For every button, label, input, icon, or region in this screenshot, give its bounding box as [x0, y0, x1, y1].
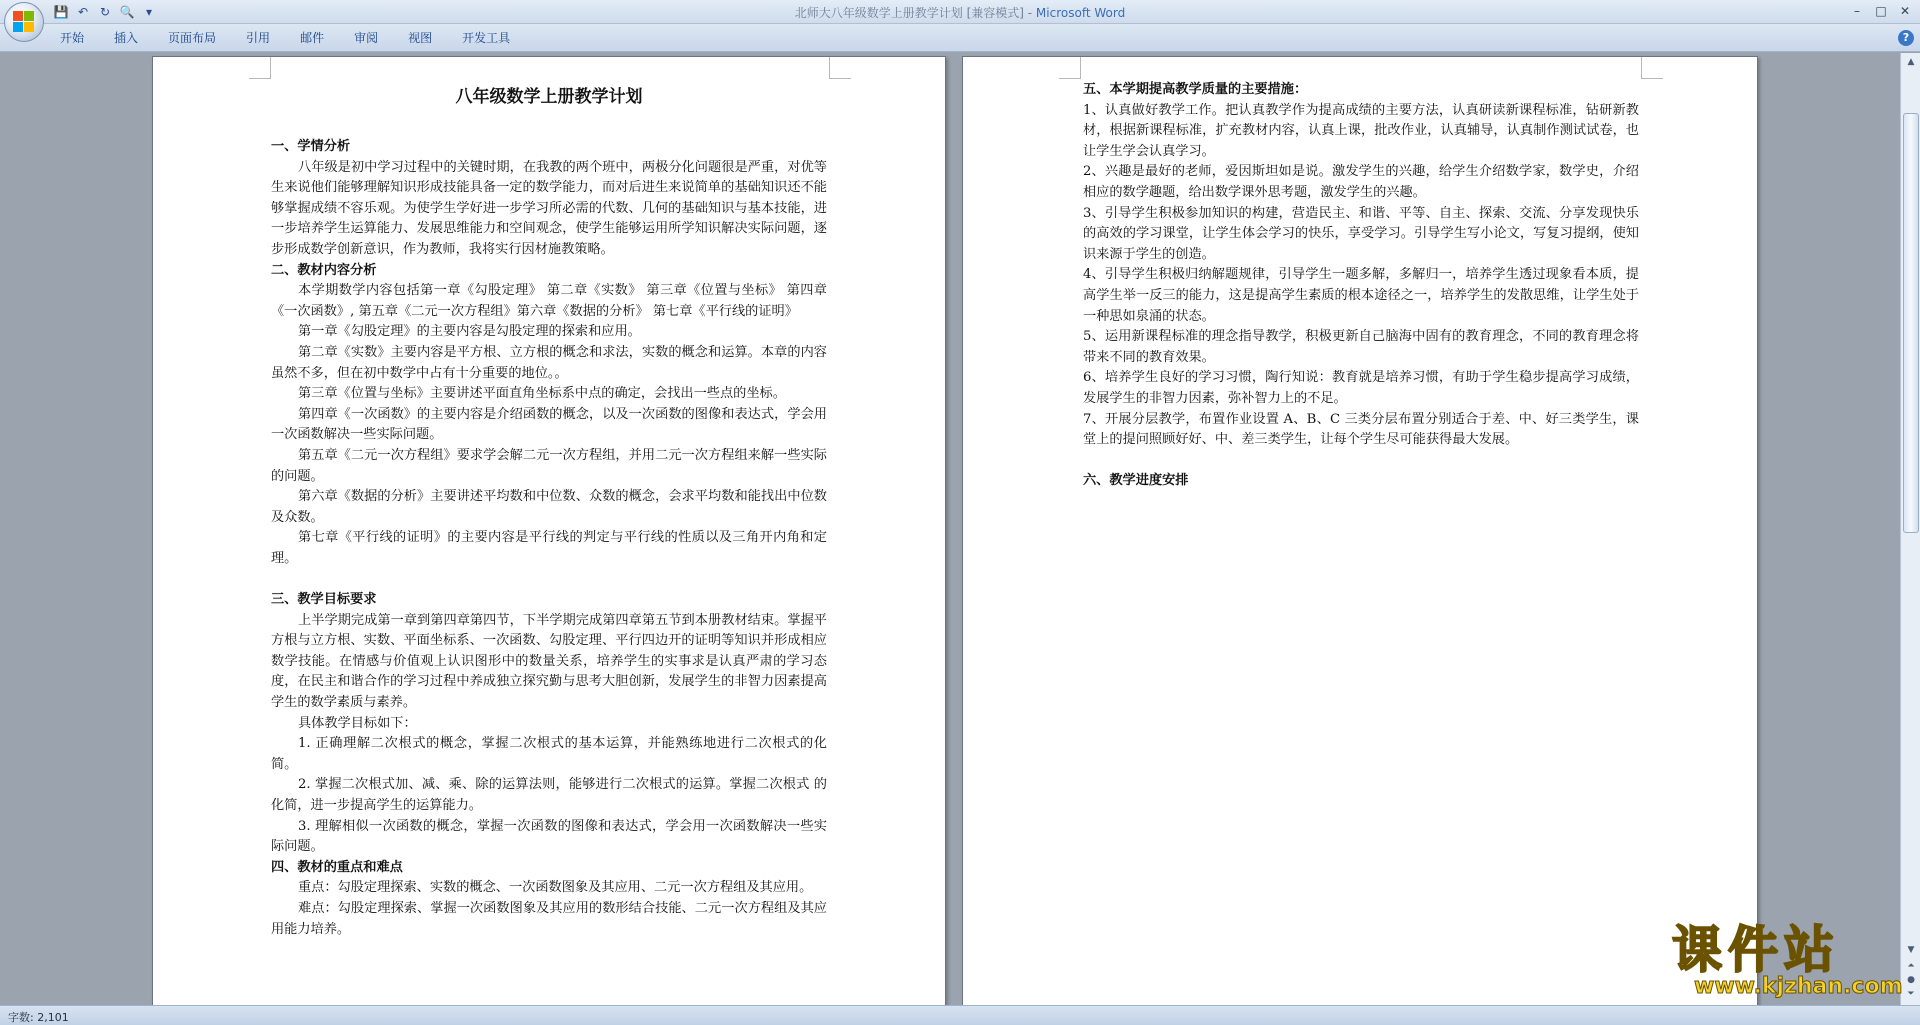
margin-corner-mark	[1059, 57, 1081, 79]
paragraph: 3. 理解相似一次函数的概念，掌握一次函数的图像和表达式，学会用一次函数解决一些实际问题。	[271, 818, 827, 855]
paragraph: 重点：勾股定理探索、实数的概念、一次函数图象及其应用、二元一次方程组及其应用。	[298, 880, 813, 896]
paragraph: 八年级是初中学习过程中的关键时期，在我教的两个班中，两极分化问题很是严重，对优等生来说他们能够理解知识形成技能具备一定的数学能力，而对后进生来说简单的基础知识还不能够掌握成绩不容乐观。为使学生学好进一步学习所必需的代数、几何的基础知识与基本技能，进一步培养学生运算能力、发展思维能力和空间观念，使学生能够运用所学知识解决实际问题，逐步形成数学创新意识，作为教师，我将实行因材施教策略。	[271, 159, 827, 257]
paragraph: 5、运用新课程标准的理念指导教学，积极更新自己脑海中固有的教育理念，不同的教育理念将带来不同的教育效果。	[1083, 329, 1639, 365]
paragraph: 1. 正确理解二次根式的概念，掌握二次根式的基本运算，并能熟练地进行二次根式的化简。	[271, 736, 827, 772]
vertical-scrollbar[interactable]	[1900, 53, 1920, 1005]
margin-corner-mark	[829, 57, 851, 79]
app-name: Microsoft Word	[1035, 6, 1126, 20]
watermark-logo	[1666, 922, 1906, 1004]
select-browse-object-icon[interactable]: ●	[1907, 975, 1915, 985]
save-icon[interactable]: 💾	[53, 5, 69, 19]
page-1[interactable]	[152, 56, 946, 1006]
paragraph: 6、培养学生良好的学习习惯，陶行知说：教育就是培养习惯，有助于学生稳步提高学习成绩，发展学生的非智力因素，弥补智力上的不足。	[1083, 370, 1639, 406]
previous-page-icon[interactable]: ⏶	[1907, 961, 1915, 971]
maximize-button[interactable]: □	[1875, 4, 1887, 18]
tab-insert[interactable]: 插入	[114, 31, 139, 45]
scroll-down-icon[interactable]: ▼	[1907, 945, 1915, 955]
help-icon[interactable]: ?	[1898, 30, 1914, 46]
print-preview-icon[interactable]: 🔍	[119, 5, 135, 19]
paragraph: 难点：勾股定理探索、掌握一次函数图象及其应用的数形结合技能、二元一次方程组及其应用能力培养。	[271, 900, 827, 937]
paragraph: 具体教学目标如下：	[298, 715, 417, 731]
paragraph: 7、开展分层教学，布置作业设置 A、B、C 三类分层布置分别适合于差、中、好三类学生，课堂上的提问照顾好好、中、差三类学生，让每个学生尽可能获得最大发展。	[1083, 411, 1639, 448]
paragraph: 第二章《实数》主要内容是平方根、立方根的概念和求法，实数的概念和运算。本章的内容虽然不多，但在初中数学中占有十分重要的地位。。	[271, 344, 827, 381]
section-heading: 三、教学目标要求	[271, 592, 377, 608]
paragraph: 3、引导学生积极参加知识的构建，营造民主、和谐、平等、自主、探索、交流、分享发现快乐的高效的学习课堂，让学生体会学习的快乐，享受学习。引导学生写小论文，写复习提纲，使知识来源于学生的创造。	[1083, 205, 1639, 262]
scroll-up-icon[interactable]: ▲	[1907, 57, 1915, 67]
paragraph: 上半学期完成第一章到第四章第四节，下半学期完成第四章第五节到本册教材结束。掌握平方根与立方根、实数、平面坐标系、一次函数、勾股定理、平行四边开的证明等知识并形成相应数学技能。在情感与价值观上认识图形中的数量关系，培养学生的实事求是认真严肃的学习态度，在民主和谐合作的学习过程中养成独立探究勤与思考大胆创新，发展学生的非智力因素提高学生的数学素质与素养。	[271, 612, 827, 711]
paragraph: 第三章《位置与坐标》主要讲述平面直角坐标系中点的确定，会找出一些点的坐标。	[298, 386, 786, 402]
blank-line	[1083, 451, 1639, 472]
document-name: 北师大八年级数学上册教学计划 [兼容模式] -	[794, 6, 1036, 20]
tab-view[interactable]: 视图	[408, 31, 433, 45]
ribbon-tabs	[60, 29, 510, 46]
tab-home[interactable]: 开始	[60, 31, 85, 45]
document-area[interactable]	[0, 53, 1900, 1005]
paragraph: 第五章《二元一次方程组》要求学会解二元一次方程组，并用二元一次方程组来解一些实际的问题。	[271, 447, 827, 484]
paragraph: 本学期数学内容包括第一章《勾股定理》 第二章《实数》 第三章《位置与坐标》 第四章《一次函数》, 第五章《二元一次方程组》第六章《数据的分析》 第七章《平行线的证明》	[271, 283, 827, 319]
paragraph: 第一章《勾股定理》的主要内容是勾股定理的探索和应用。	[298, 324, 641, 340]
section-heading: 一、学情分析	[271, 139, 351, 154]
word-count[interactable]: 字数: 2,101	[8, 1011, 69, 1024]
document-title: 八年级数学上册教学计划	[455, 87, 643, 107]
customize-toolbar-icon[interactable]: ▾	[145, 5, 153, 19]
undo-icon[interactable]: ↶	[77, 5, 89, 19]
tab-review[interactable]: 审阅	[354, 31, 379, 45]
window-title	[0, 4, 1920, 21]
paragraph: 第六章《数据的分析》主要讲述平均数和中位数、众数的概念，会求平均数和能找出中位数及众数。	[271, 489, 827, 525]
watermark-url: www.kjzhan.com	[1694, 974, 1903, 999]
office-logo-icon	[13, 11, 35, 33]
tab-page-layout[interactable]: 页面布局	[168, 31, 217, 45]
status-bar	[0, 1005, 1920, 1025]
section-heading: 五、本学期提高教学质量的主要措施：	[1083, 82, 1308, 97]
page-2-content[interactable]	[1083, 80, 1639, 492]
ribbon	[0, 24, 1920, 52]
section-heading: 二、教材内容分析	[271, 262, 377, 278]
paragraph: 第四章《一次函数》的主要内容是介绍函数的概念，以及一次函数的图像和表达式，学会用一次函数解决一些实际问题。	[271, 406, 827, 443]
paragraph: 2. 掌握二次根式加、减、乘、除的运算法则，能够进行二次根式的运算。掌握二次根式 的化简，进一步提高学生的运算能力。	[271, 777, 827, 813]
page-2[interactable]	[962, 56, 1758, 1006]
watermark-brand: 课件站	[1672, 921, 1840, 979]
scrollbar-thumb[interactable]	[1903, 113, 1919, 533]
tab-references[interactable]: 引用	[246, 31, 271, 45]
blank-line	[271, 569, 827, 590]
close-button[interactable]: ✕	[1899, 4, 1911, 18]
tab-mailings[interactable]: 邮件	[300, 31, 325, 45]
margin-corner-mark	[249, 57, 271, 79]
section-heading: 四、教材的重点和难点	[271, 859, 403, 875]
redo-icon[interactable]: ↻	[99, 5, 111, 19]
page-1-content[interactable]	[271, 79, 827, 940]
title-bar	[0, 0, 1920, 24]
next-page-icon[interactable]: ⏷	[1907, 989, 1915, 999]
section-heading: 六、教学进度安排	[1083, 473, 1189, 489]
tab-developer[interactable]: 开发工具	[462, 31, 511, 45]
paragraph: 2、兴趣是最好的老师，爱因斯坦如是说。激发学生的兴趣，给学生介绍数学家，数学史，介绍相应的数学趣题，给出数学课外思考题，激发学生的兴趣。	[1083, 164, 1639, 200]
margin-corner-mark	[1641, 57, 1663, 79]
minimize-button[interactable]: –	[1854, 4, 1860, 18]
paragraph: 4、引导学生积极归纳解题规律，引导学生一题多解，多解归一，培养学生透过现象看本质，提高学生举一反三的能力，这是提高学生素质的根本途径之一，培养学生的发散思维，让学生处于一种思如泉涌的状态。	[1083, 267, 1639, 324]
office-button[interactable]	[4, 2, 44, 42]
paragraph: 第七章《平行线的证明》的主要内容是平行线的判定与平行线的性质以及三角开内角和定理。	[271, 530, 827, 566]
paragraph: 1、认真做好教学工作。把认真教学作为提高成绩的主要方法，认真研读新课程标准，钻研新教材，根据新课程标准，扩充教材内容，认真上课，批改作业，认真辅导，认真制作测试试卷，也让学生学会认真学习。	[1083, 102, 1639, 159]
window-controls	[1848, 2, 1914, 20]
